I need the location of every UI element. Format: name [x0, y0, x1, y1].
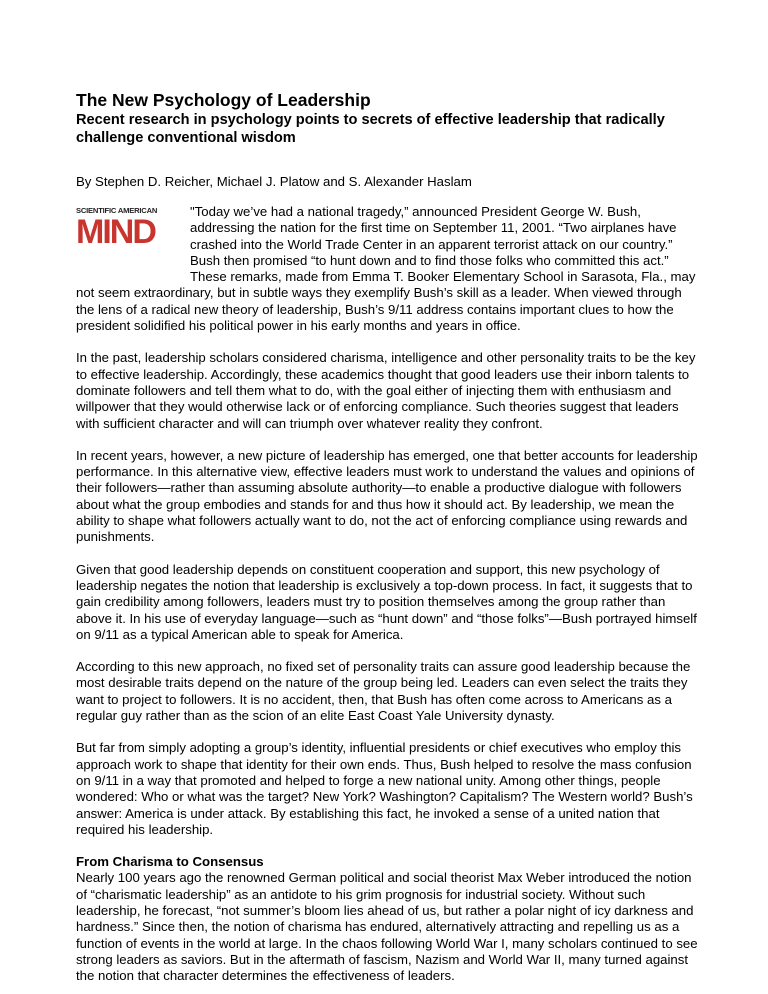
paragraph-1 [76, 204, 701, 334]
paragraph-2: In the past, leadership scholars considered charisma, intelligence and other personality traits to be the key to effective leadership. Accordingly, these academics thought that good leaders use their inborn talents to dominate followers and tell them what to do, with the goal either of injecting them with enthusiasm and willpower that they would otherwise lack or of enforcing compliance. Such theories suggest that leaders with sufficient character and will can triumph over whatever reality they confront. [76, 350, 696, 431]
section-paragraph: Nearly 100 years ago the renowned German political and social theorist Max Weber introduced the notion of “charismatic leadership” as an antidote to his grim prognosis for industrial society. Without such leadership, he forecast, “not summer’s bloom lies ahead of us, but rather a polar night of icy darkness and hardness.” Since then, the notion of charisma has endured, alternatively attracting and repelling us as a function of events in the world at large. In the chaos following World War I, many scholars continued to see strong leaders as saviors. But in the aftermath of fascism, Nazism and World War II, many turned against the notion that character determines the effectiveness of leaders. [76, 870, 698, 984]
section-charisma-to-consensus [76, 854, 701, 984]
article-title: The New Psychology of Leadership [76, 90, 371, 110]
paragraph-5: According to this new approach, no fixed set of personality traits can assure good leadership because the most desirable traits depend on the nature of the group being led. Leaders can even select the traits they want to project to followers. It is no accident, then, that Bush has often come across to Americans as a regular guy rather than as the scion of an elite East Coast Yale University dynasty. [76, 659, 691, 724]
section-heading: From Charisma to Consensus [76, 854, 264, 870]
article-subtitle: Recent research in psychology points to secrets of effective leadership that radically challenge conventional wisdom [76, 112, 665, 146]
paragraph-4: Given that good leadership depends on constituent cooperation and support, this new psychology of leadership negates the notion that leadership is exclusively a top-down process. In fact, it suggests that to gain credibility among followers, leaders must try to position themselves among the group rather than above it. In his use of everyday language—such as “hunt down” and “those folks”—Bush portrayed himself on 9/11 as a typical American able to speak for America. [76, 561, 697, 642]
logo-line-1: SCIENTIFIC AMERICAN [76, 206, 158, 215]
article-body [76, 204, 701, 984]
logo-line-2: MIND [76, 213, 155, 251]
paragraph-6: But far from simply adopting a group’s identity, influential presidents or chief executives who employ this approach work to shape that identity for their own ends. Thus, Bush helped to resolve the mass confusion on 9/11 in a way that promoted and helped to forge a new national unity. Among other things, people wondered: Who or what was the target? New York? Washington? Capitalism? The Western world? Bush’s answer: America is under attack. By establishing this fact, he invoked a sense of a united nation that required his leadership. [76, 740, 693, 837]
scientific-american-mind-logo [76, 206, 176, 276]
paragraph-1-text: "Today we’ve had a national tragedy,” announced President George W. Bush, addressing the nation for the first time on September 11, 2001. “Two airplanes have crashed into the World Trade Center in an apparent terrorist attack on our country.” Bush then promised “to hunt down and to find those folks who committed this act.” These remarks, made from Emma T. Booker Elementary School in Sarasota, Fla., may not seem extraordinary, but in subtle ways they exemplify Bush’s skill as a leader. When viewed through the lens of a radical new theory of leadership, Bush’s 9/11 address contains important clues to how the president solidified his political power in his early months and years in office. [76, 204, 696, 334]
paragraph-3: In recent years, however, a new picture of leadership has emerged, one that better accounts for leadership performance. In this alternative view, effective leaders must work to understand the values and opinions of their followers—rather than assuming absolute authority—to enable a productive dialogue with followers about what the group embodies and stands for and thus how it should act. By leadership, we mean the ability to shape what followers actually want to do, not the act of enforcing compliance using rewards and punishments. [76, 447, 698, 545]
byline: By Stephen D. Reicher, Michael J. Platow and S. Alexander Haslam [76, 174, 472, 189]
